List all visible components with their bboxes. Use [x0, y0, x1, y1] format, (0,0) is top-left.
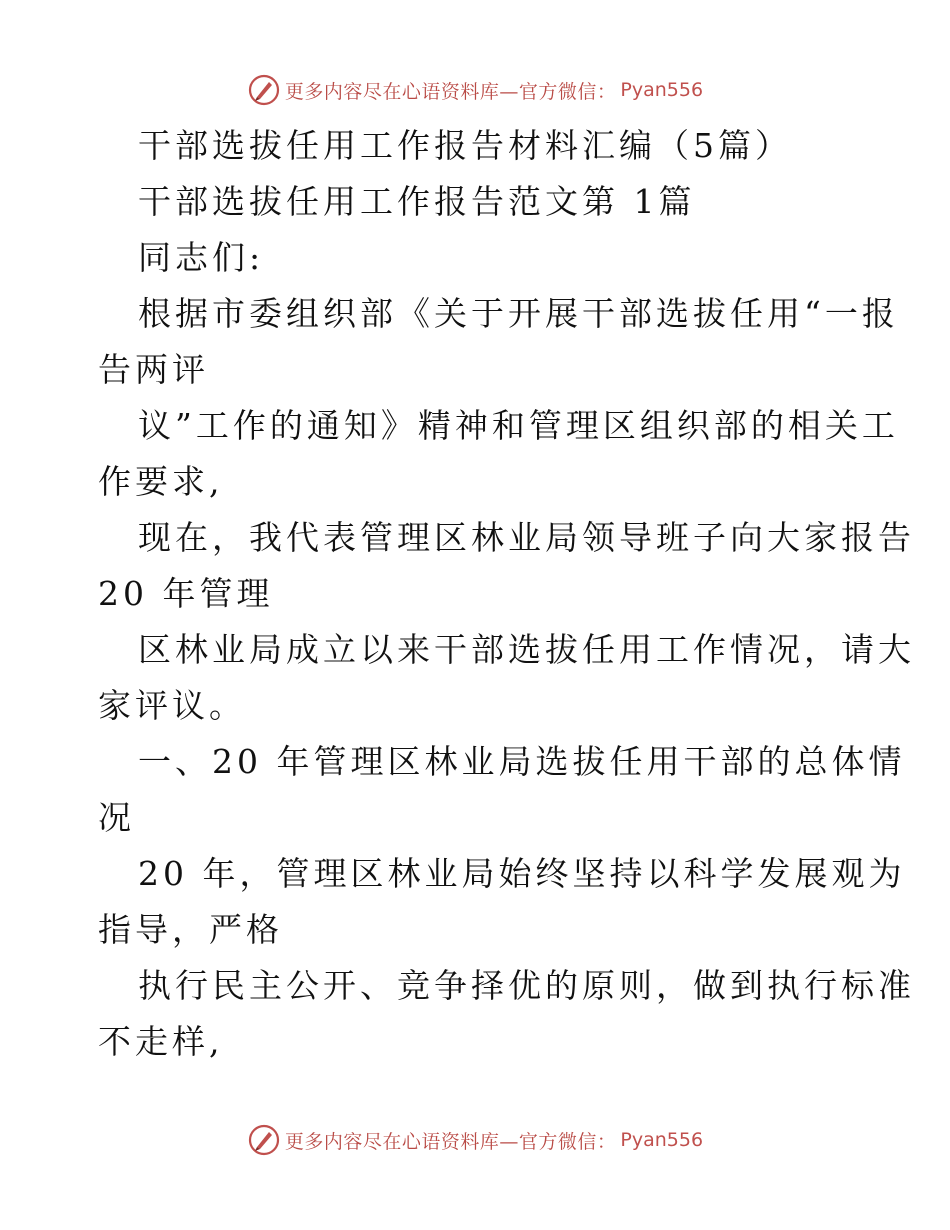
pen-logo-icon: [247, 1123, 281, 1157]
watermark-wechat-id: Pyan556: [620, 1129, 704, 1151]
paragraph-line: 现在，我代表管理区林业局领导班子向大家报告: [138, 518, 915, 557]
paragraph-line: 议”工作的通知》精神和管理区组织部的相关工: [138, 406, 899, 445]
paragraph-line: 不走样,: [98, 1022, 224, 1061]
paragraph-line: 家评议。: [98, 686, 246, 725]
salutation: 同志们:: [138, 238, 265, 277]
paragraph-line: 告两评: [98, 350, 209, 389]
pen-logo-icon: [247, 73, 281, 107]
watermark-top-inner: [247, 73, 703, 107]
document-body: [98, 118, 915, 1070]
paragraph-line: 指导，严格: [98, 910, 283, 949]
watermark-banner-top: [0, 70, 950, 110]
watermark-bottom-inner: [247, 1123, 703, 1157]
paragraph-line: 执行民主公开、竞争择优的原则，做到执行标准: [138, 966, 915, 1005]
section-heading-cont: 况: [98, 798, 135, 837]
paragraph-line: 20 年，管理区林业局始终坚持以科学发展观为: [138, 854, 906, 893]
watermark-wechat-id: Pyan556: [620, 79, 704, 101]
section-heading: 一、20 年管理区林业局选拔任用干部的总体情: [138, 742, 906, 781]
paragraph-line: 20 年管理: [98, 574, 274, 613]
watermark-text: 更多内容尽在心语资料库—官方微信：: [284, 80, 617, 103]
section-title: 干部选拔任用工作报告范文第 1篇: [138, 182, 696, 221]
watermark-banner-bottom: [0, 1120, 950, 1160]
document-title: 干部选拔任用工作报告材料汇编（5篇）: [138, 126, 792, 165]
watermark-text: 更多内容尽在心语资料库—官方微信：: [284, 1130, 617, 1153]
paragraph-line: 区林业局成立以来干部选拔任用工作情况，请大: [138, 630, 915, 669]
paragraph-line: 根据市委组织部《关于开展干部选拔任用“一报: [138, 294, 899, 333]
paragraph-line: 作要求,: [98, 462, 224, 501]
